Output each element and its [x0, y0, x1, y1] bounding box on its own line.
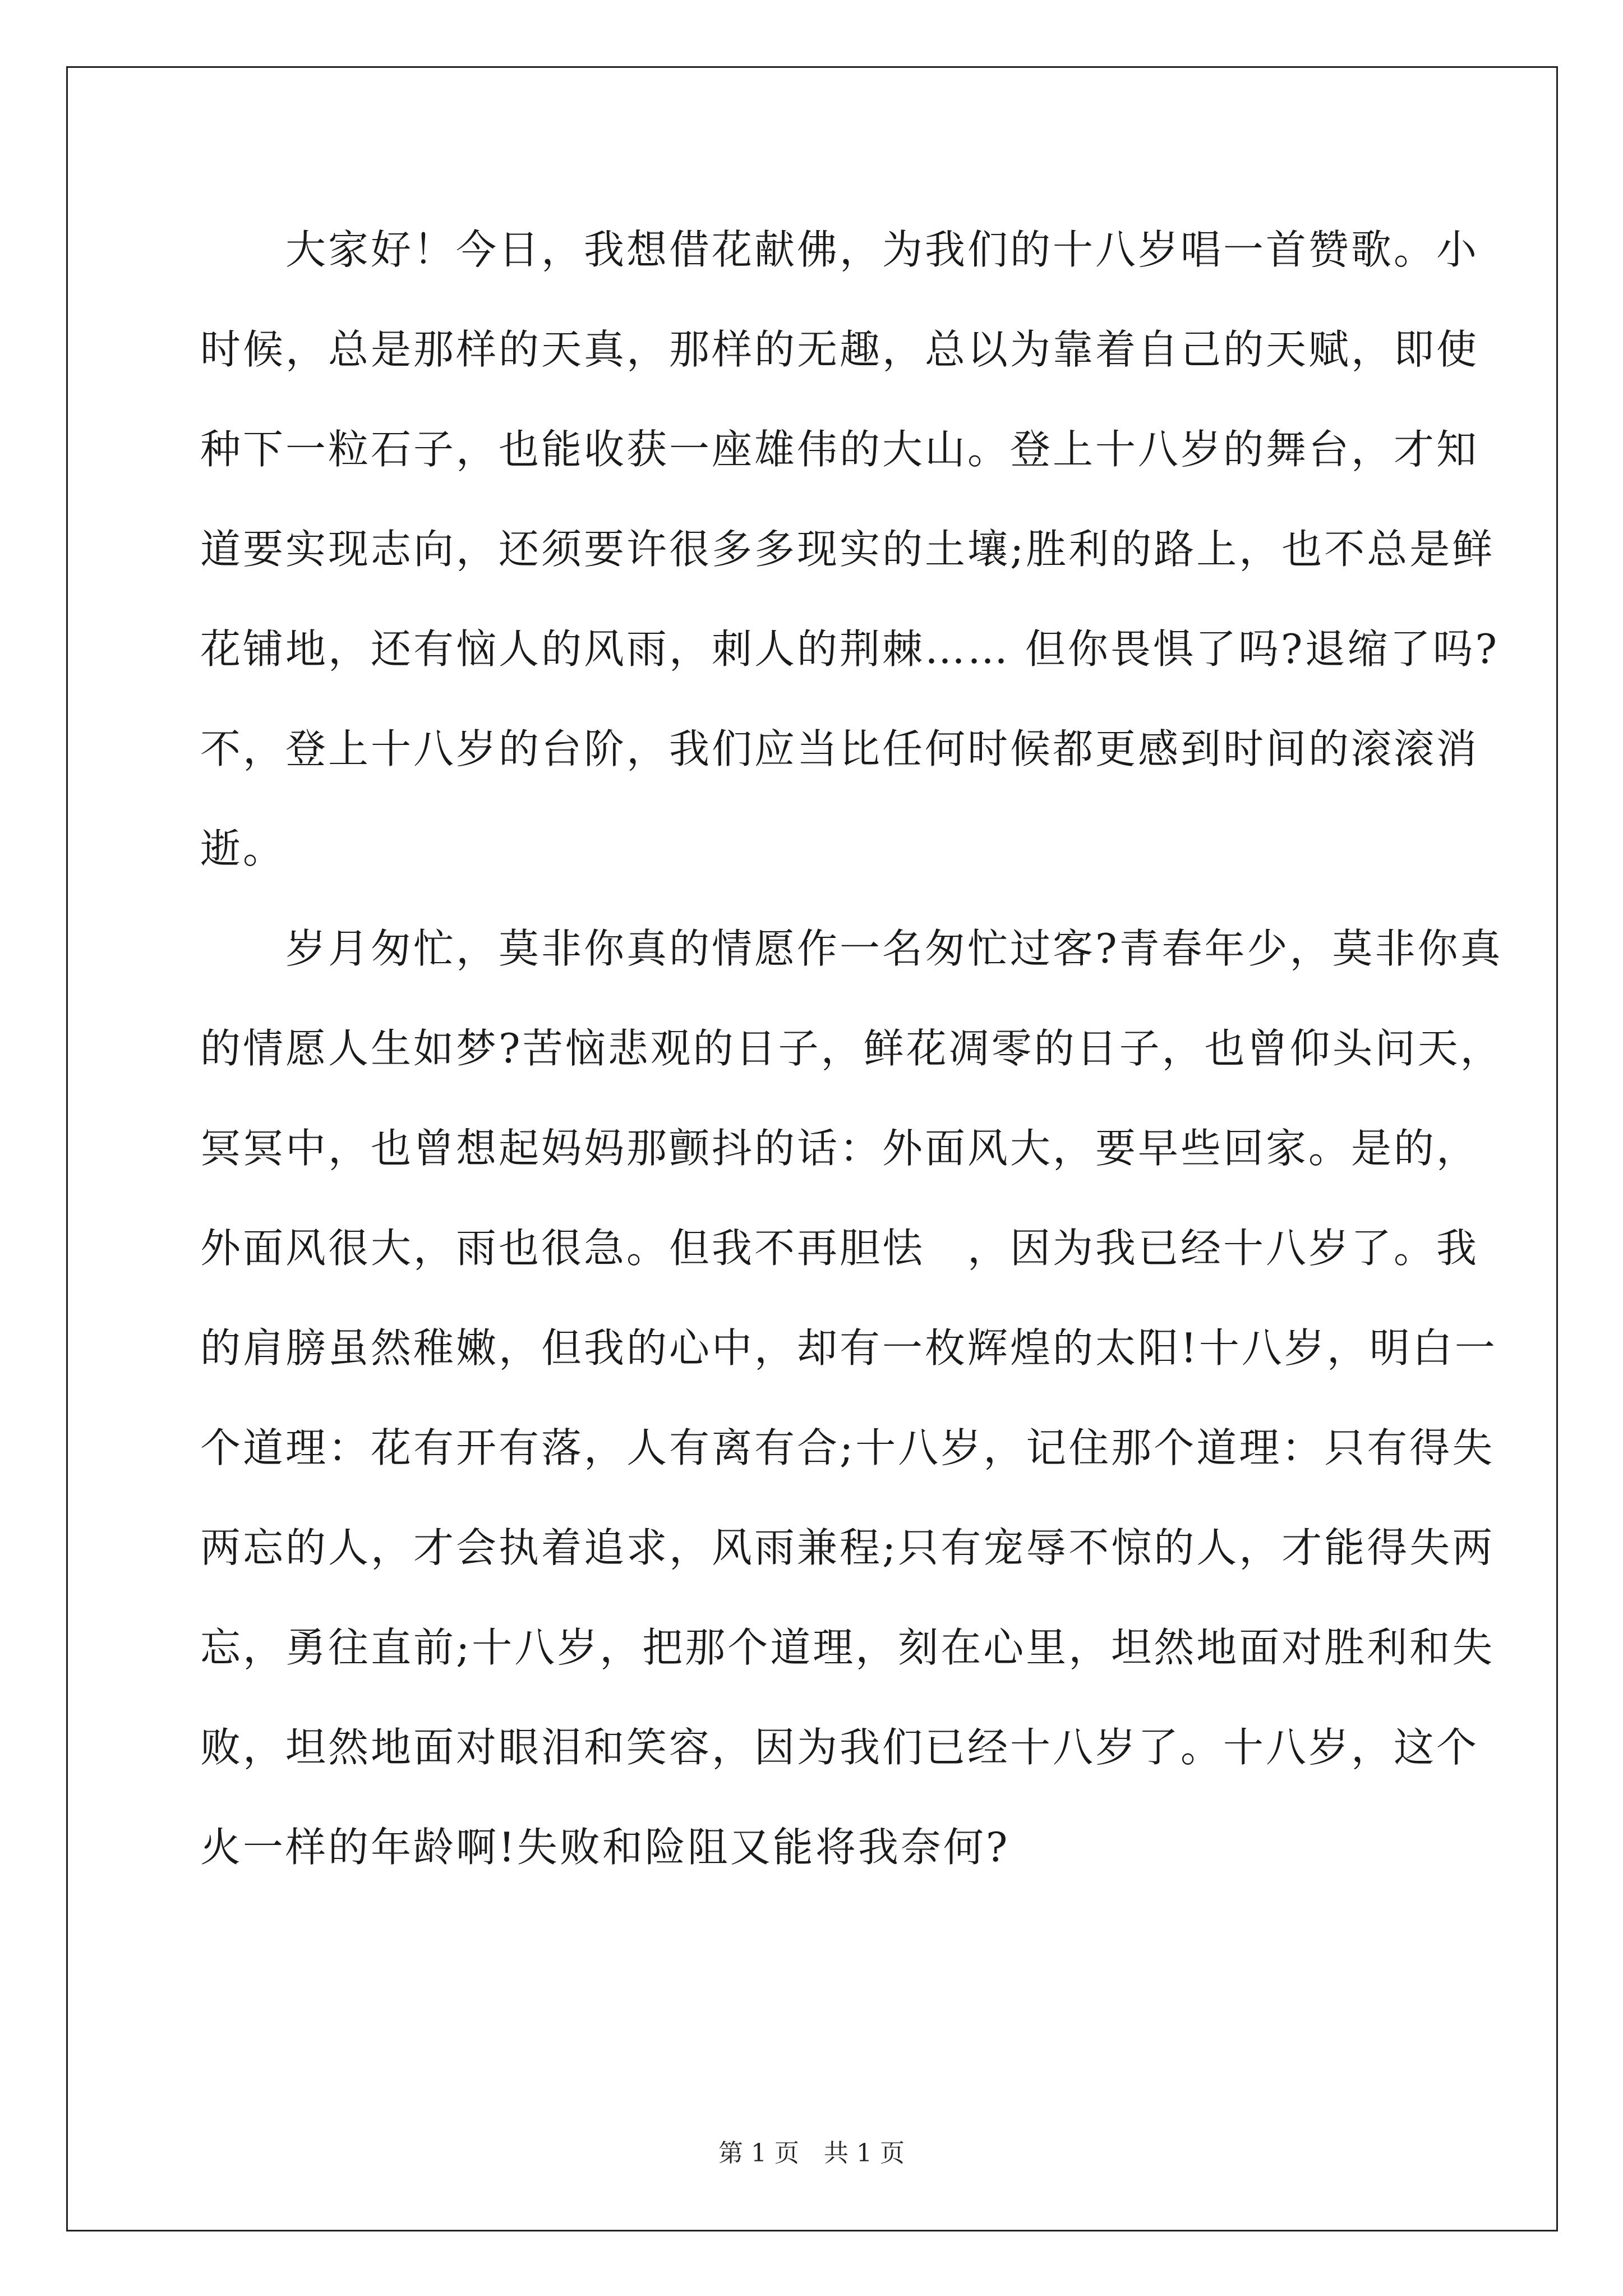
- text-line: 时候，总是那样的天真，那样的无趣，总以为靠着自己的天赋，即使: [200, 326, 1479, 373]
- text-line: 的情愿人生如梦?苦恼悲观的日子，鲜花凋零的日子，也曾仰头问天，: [200, 1025, 1503, 1072]
- text-line: 败，坦然地面对眼泪和笑容，因为我们已经十八岁了。十八岁，这个: [200, 1724, 1479, 1771]
- text-line: 逝。: [200, 825, 286, 872]
- document-body: [200, 222, 1503, 1919]
- text-line: 大家好！今日，我想借花献佛，为我们的十八岁唱一首赞歌。小: [200, 226, 1479, 273]
- text-line: 忘，勇往直前;十八岁，把那个道理，刻在心里，坦然地面对胜利和失: [200, 1624, 1495, 1671]
- text-line: 岁月匆忙，莫非你真的情愿作一名匆忙过客?青春年少，莫非你真: [200, 925, 1503, 972]
- paragraph-1: [200, 222, 1500, 921]
- text-line: 种下一粒石子，也能收获一座雄伟的大山。登上十八岁的舞台，才知: [200, 426, 1479, 473]
- text-line: 火一样的年龄啊!失败和险阻又能将我奈何?: [200, 1824, 1010, 1871]
- text-line: 道要实现志向，还须要许很多多现实的土壤;胜利的路上，也不总是鲜: [200, 526, 1495, 573]
- text-line: 花铺地，还有恼人的风雨，刺人的荆棘…… 但你畏惧了吗?退缩了吗?: [200, 625, 1500, 673]
- text-line: 外面风很大，雨也很急。但我不再胆怯 ，因为我已经十八岁了。我: [200, 1225, 1479, 1272]
- text-line: 个道理：花有开有落，人有离有合;十八岁，记住那个道理：只有得失: [200, 1424, 1495, 1471]
- text-line: 两忘的人，才会执着追求，风雨兼程;只有宠辱不惊的人，才能得失两: [200, 1524, 1495, 1571]
- page-number-footer: 第 1 页 共 1 页: [718, 2139, 905, 2168]
- text-line: 的肩膀虽然稚嫩，但我的心中，却有一枚辉煌的太阳!十八岁，明白一: [200, 1324, 1497, 1372]
- text-line: 冥冥中，也曾想起妈妈那颤抖的话：外面风大，要早些回家。是的，: [200, 1125, 1479, 1172]
- paragraph-2: [200, 921, 1503, 1919]
- text-line: 不，登上十八岁的台阶，我们应当比任何时候都更感到时间的滚滚消: [200, 725, 1479, 772]
